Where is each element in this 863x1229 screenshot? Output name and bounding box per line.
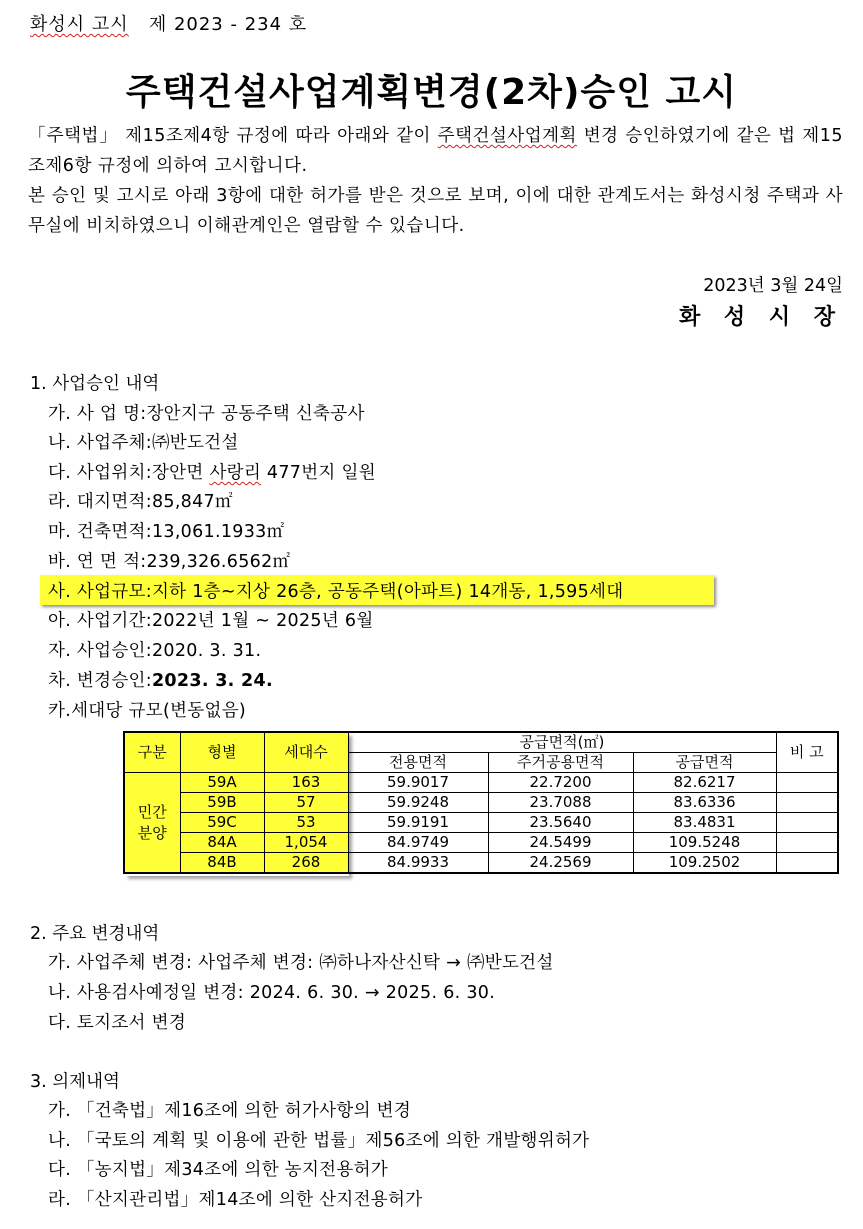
cell-note: [776, 853, 838, 874]
cell-supply: 83.6336: [633, 793, 776, 813]
item-key: 자. 사업승인:: [48, 641, 152, 661]
item-value: 2022년 1월 ~ 2025년 6월: [151, 611, 374, 631]
table-row: [124, 793, 838, 813]
unit-area-table: [123, 731, 839, 874]
section-1-item: [48, 400, 365, 425]
cell-common: 23.5640: [488, 813, 633, 833]
item-key: 나. 사업주체:: [48, 433, 152, 453]
item-key: 마. 건축면적:: [48, 522, 152, 542]
section-2-item: 나. 사용검사예정일 변경: 2024. 6. 30. → 2025. 6. 30.: [48, 983, 496, 1003]
item-key: 차. 변경승인:: [48, 671, 152, 691]
section-1-item-highlighted: [48, 578, 623, 603]
header-type: 형별: [180, 732, 264, 773]
document-title: 주택건설사업계획변경(2차)승인 고시: [125, 72, 738, 113]
notice-date: 2023년 3월 24일: [703, 276, 843, 296]
header-common: 주거공용면적: [488, 753, 633, 773]
header-note: 비 고: [776, 732, 838, 773]
cell-exclusive: 84.9933: [348, 853, 488, 874]
cell-supply: 109.2502: [633, 853, 776, 874]
section-1-item: [48, 459, 376, 484]
item-value: 239,326.6562㎡: [146, 552, 291, 572]
cell-common: 22.7200: [488, 773, 633, 793]
item-value-underlined: 사랑리: [209, 463, 262, 483]
intro-paragraph-1: [28, 121, 843, 181]
section-1-item: [48, 518, 284, 543]
cell-common: 24.5499: [488, 833, 633, 853]
section-1-title: 1. 사업승인 내역: [30, 374, 160, 394]
item-key: 아. 사업기간:: [48, 611, 152, 631]
section-1-item: [48, 667, 273, 692]
table-header-row: [124, 732, 838, 753]
section-1-item: [48, 697, 246, 722]
item-value: ㈜반도건설: [151, 433, 239, 453]
item-value: 85,847㎡: [151, 492, 233, 512]
item-value: 세대당 규모(변동없음): [71, 701, 247, 721]
notice-number-value: 제 2023 - 234 호: [148, 14, 308, 35]
cell-exclusive: 59.9017: [348, 773, 488, 793]
intro-text-a: 「주택법」 제15조제4항 규정에 따라 아래와 같이: [28, 126, 438, 146]
item-value: 477번지 일원: [261, 463, 376, 483]
cell-households: 1,054: [264, 833, 348, 853]
header-exclusive: 전용면적: [348, 753, 488, 773]
section-1-item: [48, 488, 233, 513]
item-value: 2020. 3. 31.: [151, 641, 262, 661]
notice-org: 화성시 고시: [30, 14, 129, 35]
section-3-item: 다. 「농지법」제34조에 의한 농지전용허가: [48, 1160, 388, 1180]
item-key: 카.: [48, 701, 72, 721]
cell-note: [776, 793, 838, 813]
item-value: 장안지구 공동주택 신축공사: [146, 404, 365, 424]
section-1-item: [48, 637, 261, 662]
cell-households: 268: [264, 853, 348, 874]
section-3-item: 라. 「산지관리법」제14조에 의한 산지전용허가: [48, 1190, 423, 1210]
table-row: [124, 853, 838, 874]
group-label: 민간 분양: [124, 773, 180, 874]
cell-supply: 109.5248: [633, 833, 776, 853]
section-2-item: 다. 토지조서 변경: [48, 1013, 187, 1033]
item-key: 다. 사업위치:: [48, 463, 152, 483]
header-supply-area: 공급면적(㎡): [348, 732, 776, 753]
cell-type: 84A: [180, 833, 264, 853]
section-2-item: 가. 사업주체 변경: 사업주체 변경: ㈜하나자산신탁 → ㈜반도건설: [48, 953, 554, 973]
notice-number: [30, 10, 307, 36]
header-supply: 공급면적: [633, 753, 776, 773]
item-key: 사. 사업규모:: [48, 582, 152, 602]
cell-type: 84B: [180, 853, 264, 874]
table-row: [124, 813, 838, 833]
cell-note: [776, 813, 838, 833]
item-value: 13,061.1933㎡: [151, 522, 285, 542]
cell-households: 163: [264, 773, 348, 793]
item-value: 2023. 3. 24.: [151, 671, 273, 691]
table-row: [124, 833, 838, 853]
cell-supply: 82.6217: [633, 773, 776, 793]
cell-exclusive: 59.9191: [348, 813, 488, 833]
section-2-title: 2. 주요 변경내역: [30, 924, 160, 944]
item-key: 바. 연 면 적:: [48, 552, 147, 572]
item-value: 장안면: [151, 463, 210, 483]
item-key: 가. 사 업 명:: [48, 404, 147, 424]
cell-exclusive: 59.9248: [348, 793, 488, 813]
intro-paragraph-2: 본 승인 및 고시로 아래 3항에 대한 허가를 받은 것으로 보며, 이에 대한 관계도서는 화성시청 주택과 사무실에 비치하였으니 이해관계인은 열람할 수 있습니다.: [28, 186, 843, 236]
signer: 화 성 시 장: [679, 305, 843, 330]
cell-households: 53: [264, 813, 348, 833]
cell-supply: 83.4831: [633, 813, 776, 833]
section-1-item: [48, 429, 239, 454]
cell-households: 57: [264, 793, 348, 813]
section-3-item: 나. 「국토의 계획 및 이용에 관한 법률」제56조에 의한 개발행위허가: [48, 1131, 590, 1151]
cell-note: [776, 833, 838, 853]
cell-common: 23.7088: [488, 793, 633, 813]
section-3-title: 3. 의제내역: [30, 1072, 120, 1092]
intro-text-b: 주택건설사업계획: [437, 126, 577, 146]
cell-type: 59C: [180, 813, 264, 833]
item-value: 지하 1층~지상 26층, 공동주택(아파트) 14개동, 1,595세대: [151, 582, 624, 602]
table-row: [124, 773, 838, 793]
cell-note: [776, 773, 838, 793]
item-key: 라. 대지면적:: [48, 492, 152, 512]
cell-exclusive: 84.9749: [348, 833, 488, 853]
section-1-item: [48, 607, 374, 632]
header-households: 세대수: [264, 732, 348, 773]
section-1-item: [48, 548, 290, 573]
section-3-item: 가. 「건축법」제16조에 의한 허가사항의 변경: [48, 1101, 412, 1121]
header-category: 구분: [124, 732, 180, 773]
cell-type: 59A: [180, 773, 264, 793]
intro-text-c: 변경 승인하였기에 같은 법 제15조제6항 규정에 의하여 고시합니다.: [28, 126, 843, 176]
cell-type: 59B: [180, 793, 264, 813]
cell-common: 24.2569: [488, 853, 633, 874]
